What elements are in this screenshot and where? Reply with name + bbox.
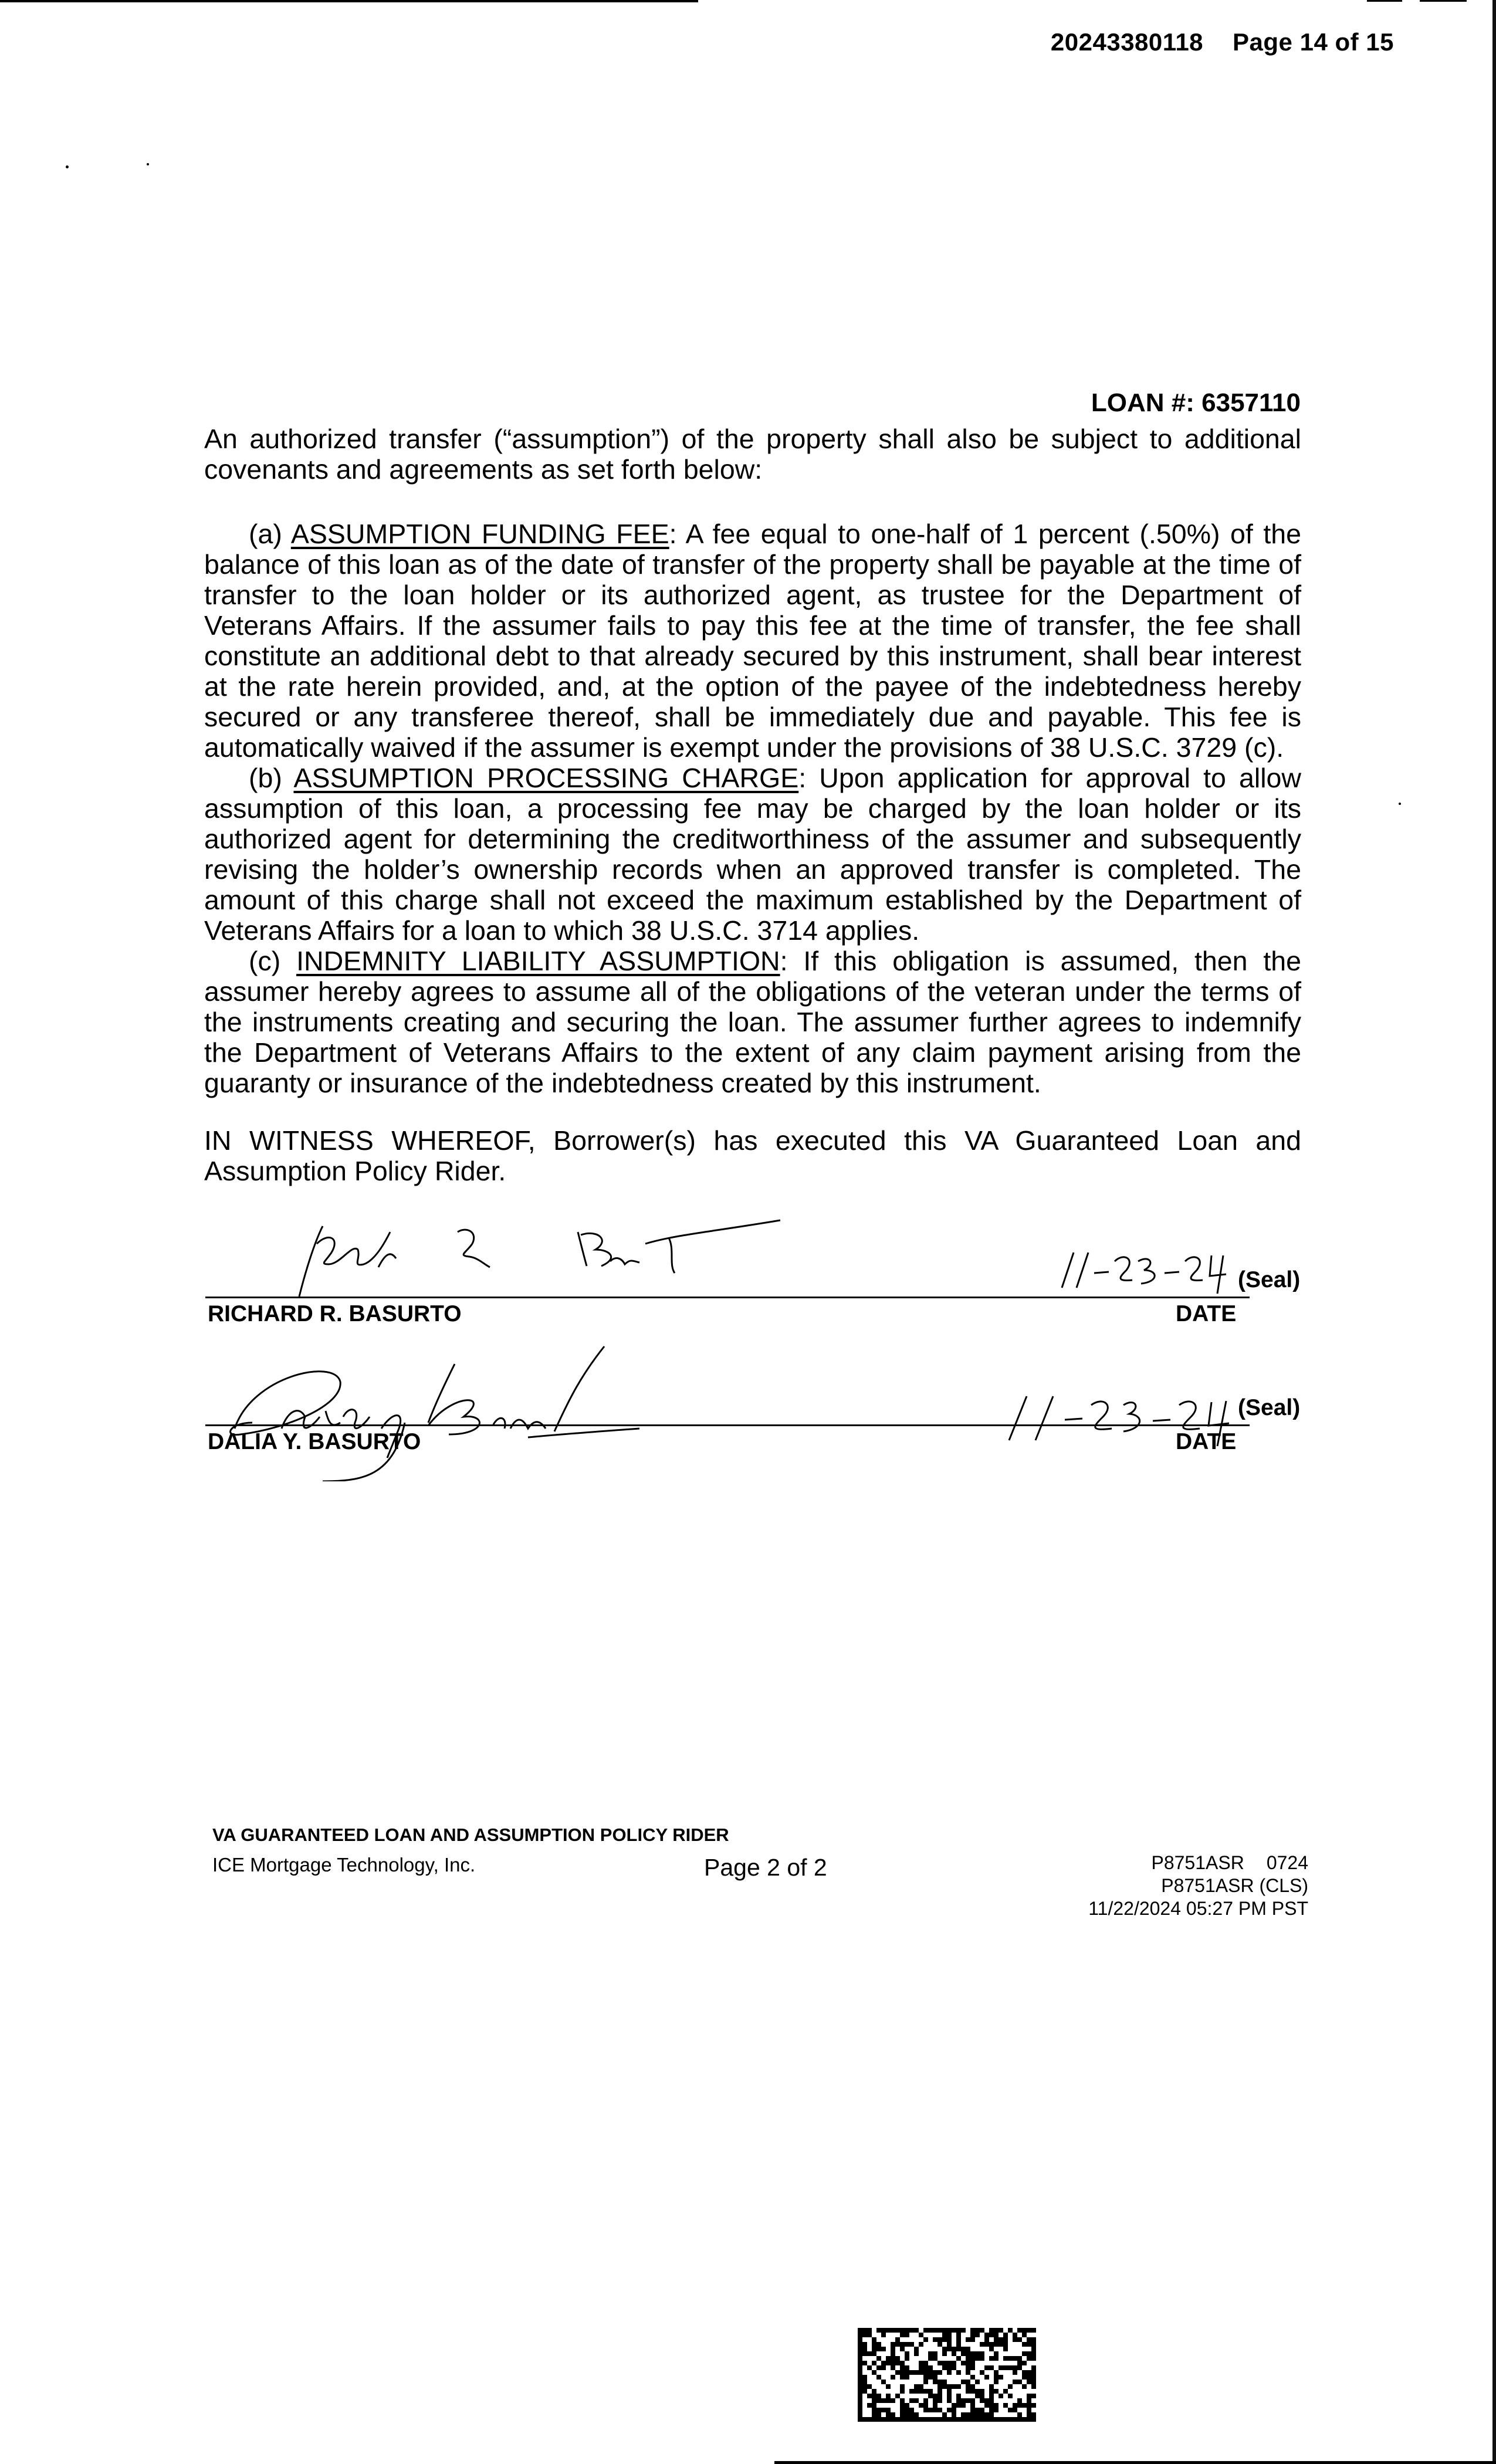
signature-dalia [217, 1341, 639, 1481]
intro-paragraph: An authorized transfer (“assumption”) of the property shall also be subject to additional covenants and agreements as set forth below: [204, 424, 1301, 485]
clause-c-prefix: (c) [249, 946, 297, 976]
form-code-row [1088, 1852, 1308, 1874]
clause-c-heading: INDEMNITY LIABILITY ASSUMPTION [296, 946, 780, 976]
witness-paragraph: IN WITNESS WHEREOF, Borrower(s) has executed this VA Guaranteed Loan and Assumption Policy Rider. [204, 1125, 1301, 1186]
2d-barcode-icon [858, 2324, 1036, 2422]
recording-header [1051, 28, 1394, 56]
seal-label-2: (Seal) [1238, 1395, 1301, 1420]
clause-a-prefix: (a) [249, 519, 291, 549]
form-page-number: Page 2 of 2 [704, 1854, 827, 1881]
clause-b [204, 763, 1301, 946]
scan-speck [1399, 803, 1401, 805]
date-label-1: DATE [1176, 1301, 1237, 1326]
date-label-2: DATE [1176, 1429, 1237, 1454]
clause-c-text: : If this obligation is assumed, then the assumer hereby agrees to assume all of the obligations of the veteran under the terms of the instruments creating and securing the loan. The assumer further agrees to indemnify the Department of Veterans Affairs to the extent of any claim payment arising from the guaranty or insurance of the indebtedness created by this instrument. [204, 946, 1301, 1098]
scan-speck [66, 165, 69, 168]
form-code: P8751ASR [1151, 1852, 1244, 1873]
clause-b-text: : Upon application for approval to allow assumption of this loan, a processing fee may be charged by the loan holder or its authorized agent for determining the creditworthiness of the assumer and subsequently revising the holder’s ownership records when an approved transfer is completed. The amount of this charge shall not exceed the maximum established by the Department of Veterans Affairs for a loan to which 38 U.S.C. 3714 applies. [204, 763, 1301, 946]
clause-c [204, 946, 1301, 1098]
scan-speck [147, 163, 149, 165]
clause-a [204, 519, 1301, 763]
form-version: 0724 [1266, 1852, 1308, 1873]
clause-b-heading: ASSUMPTION PROCESSING CHARGE [293, 763, 799, 793]
handwritten-date-1 [1056, 1244, 1244, 1297]
clauses [204, 519, 1301, 1098]
form-title: VA GUARANTEED LOAN AND ASSUMPTION POLICY RIDER [212, 1825, 729, 1845]
clause-b-prefix: (b) [249, 763, 294, 793]
signature-line-2 [205, 1424, 1250, 1426]
recording-page-label: Page 14 of 15 [1233, 28, 1394, 56]
loan-number: LOAN #: 6357110 [1091, 388, 1301, 417]
signature-richard [264, 1209, 792, 1314]
clause-a-heading: ASSUMPTION FUNDING FEE [290, 519, 669, 549]
scan-edge-mark [1420, 0, 1467, 2]
printed-timestamp: 11/22/2024 05:27 PM PST [1088, 1898, 1308, 1919]
signature-line-1 [205, 1297, 1250, 1298]
seal-label-1: (Seal) [1238, 1267, 1301, 1292]
scan-edge-top [0, 0, 698, 2]
scan-edge-right [1492, 0, 1496, 2464]
document-number: 20243380118 [1050, 28, 1204, 56]
signer-name-1: RICHARD R. BASURTO [208, 1301, 462, 1326]
clause-a-text: : A fee equal to one-half of 1 percent (.50%) of the balance of this loan as of the date of transfer of the property shall be payable at the time of transfer to the loan holder or its authorized agent, as trustee for the Department of Veterans Affairs. If the assumer fails to pay this fee at the time of transfer, the fee shall constitute an additional debt to that already secured by this instrument, shall bear interest at the rate herein provided, and, at the option of the payee of the indebtedness hereby secured or any transferee thereof, shall be immediately due and payable. This fee is automatically waived if the assumer is exempt under the provisions of 38 U.S.C. 3729 (c). [204, 519, 1301, 763]
form-company: ICE Mortgage Technology, Inc. [212, 1854, 476, 1876]
scan-edge-mark [1367, 0, 1402, 2]
form-codes [1088, 1852, 1308, 1920]
form-code-cls: P8751ASR (CLS) [1161, 1875, 1308, 1896]
signer-name-2: DALIA Y. BASURTO [208, 1429, 421, 1454]
scan-edge-bottom [774, 2461, 1496, 2464]
